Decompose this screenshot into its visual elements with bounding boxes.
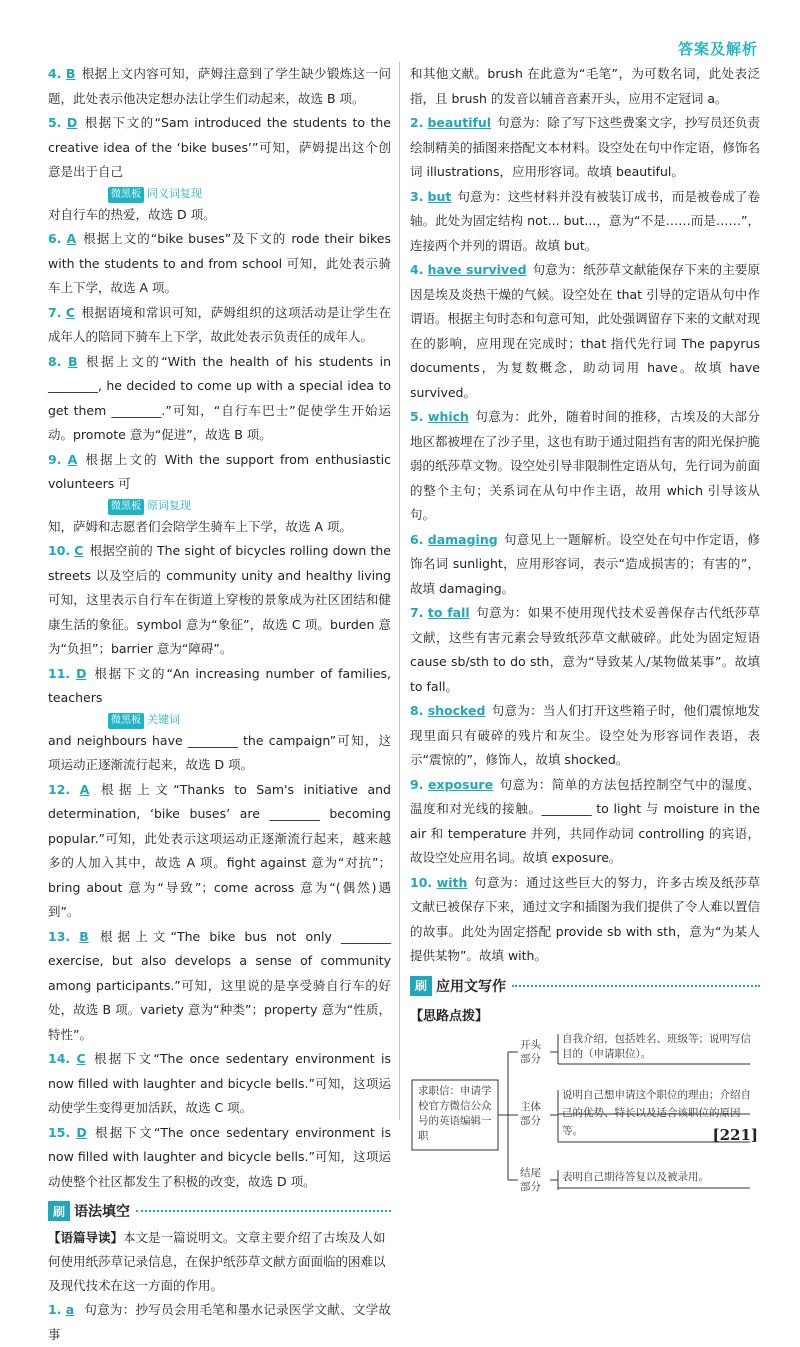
answer-item (48, 925, 391, 1048)
answer-item (48, 448, 391, 540)
answer-item (410, 62, 760, 111)
item-number: 5. (48, 115, 62, 130)
answer-item (410, 405, 760, 528)
item-number: 4. (410, 262, 424, 277)
answer-item (48, 1047, 391, 1121)
guide-text: 本文是一篇说明文。文章主要介绍了古埃及人如何使用纸莎草记录信息，在保护纸莎草文献方面面临的困难以及现代技术在这一方面的作用。 (48, 1230, 386, 1293)
answer-item (410, 185, 760, 259)
left-answer-list (48, 62, 391, 1194)
item-number: 6. (410, 531, 424, 547)
item-answer: A (67, 451, 78, 467)
item-text: 句意为：这些材料并没有被装订成书，而是被卷成了卷轴。此处为固定结构 not... but...，意为“不是……而是……”，连接两个并列的谓语。故填 but。 (410, 188, 760, 253)
item-number: 6. (48, 231, 62, 246)
right-answer-list (410, 62, 760, 969)
answer-item (48, 1121, 391, 1195)
branch-label-2: 主体部分 (520, 1100, 541, 1127)
item-answer: D (76, 665, 87, 681)
answer-item (410, 258, 760, 405)
right-column (410, 62, 761, 1193)
item-answer: B (67, 353, 78, 369)
item-number: 9. (48, 451, 62, 467)
column-divider (399, 62, 400, 1120)
item-answer: D (66, 115, 78, 130)
mind-map (410, 1030, 760, 1193)
answer-item (410, 871, 760, 969)
item-number: 15. (48, 1124, 71, 1140)
branch-content-3: 表明自己期待答复以及被录用。 (562, 1170, 709, 1183)
item-number: 5. (410, 409, 424, 424)
answer-item (410, 601, 760, 699)
brush-icon: 刷 (410, 976, 432, 996)
item-text: 根据空前的 The sight of bicycles rolling down the streets 以及空后的 community unity and healthy living 可知，这里表示自行车在街道上穿梭的景象成为社区团结和健康生活的象征。symbol 意为“象征”，故选 C 项。burden 意为“负担”；barrier 意为“障碍”。 (48, 543, 391, 656)
item-answer: have survived (427, 262, 527, 277)
item-number: 10. (48, 543, 71, 558)
item-number: 9. (410, 776, 424, 792)
item-text: 根据下文的“Sam introduced the students to the creative idea of the ‘bike buses’”可知，萨姆提出这个创意是出于自己 (48, 115, 391, 179)
item-text: 句意为：简单的方法包括控制空气中的湿度、温度和对光线的接触。________ to light 与 moisture in the air 和 temperature 并列，共同作动词 controlling 的宾语，故设空处应用名词。故填 exposure。 (410, 776, 760, 865)
item-number: 8. (48, 353, 62, 369)
item-number: 13. (48, 928, 71, 944)
item-answer: beautiful (427, 115, 492, 130)
tip-label: 原词复现 (147, 498, 191, 512)
brush-icon: 刷 (48, 1201, 70, 1221)
item-answer: with (436, 874, 468, 890)
tip-badge: 微黑板 (108, 713, 144, 729)
item-number: 4. (48, 66, 62, 81)
section-dots (512, 985, 760, 987)
answer-item (48, 539, 391, 662)
item-answer: C (65, 304, 76, 320)
item-number: 8. (410, 703, 424, 718)
item-answer: but (427, 188, 452, 204)
item-text: 根据上文的 With the support from enthusiastic volunteers 可 (48, 451, 391, 491)
item-text: 句意为：纸莎草文献能保存下来的主要原因是埃及炎热干燥的气候。设空处在 that 引导的定语从句中作谓语。根据主句时态和句意可知，此处强调留存下来的文献对现在的影响，应用现在完成时；that 指代先行词 The papyrus documents，为复数概念，助动词用 have。故填 have survived。 (410, 262, 761, 400)
item-number: 7. (48, 304, 62, 320)
item-number: 12. (48, 781, 71, 797)
answer-item (410, 528, 760, 602)
header-title: 答案及解析 (677, 40, 758, 58)
item-answer: B (79, 928, 89, 944)
grammar-section-header (48, 1200, 391, 1222)
writing-section-title: 应用文写作 (436, 978, 506, 995)
item-answer: A (66, 231, 77, 246)
page-number: [221] (712, 1126, 758, 1144)
tip-badge: 微黑板 (108, 499, 144, 515)
item-number: 2. (410, 115, 424, 130)
item-answer: C (74, 543, 84, 558)
item-number: 1. (48, 1302, 62, 1317)
item-text: 根据上文内容可知，萨姆注意到了学生缺少锻炼这一问题，此处表示他决定想办法让学生们动起来，故选 B 项。 (48, 66, 391, 106)
branch-label-1: 开头部分 (520, 1038, 541, 1065)
item-text-continued: and neighbours have ________ the campaign”可知，这项运动正逐渐流行起来，故选 D 项。 (48, 732, 391, 772)
item-answer: shocked (427, 703, 486, 718)
item-text: 根据上文“Thanks to Sam's initiative and determination, ‘bike buses’ are ________ becoming popular.”可知，此处表示这项运动正逐渐流行起来，越来越多的人加入其中，故选 A 项。fight against 意为“对抗”；bring about 意为“导致”；come across 意为“(偶然)遇到”。 (48, 781, 391, 919)
item-text: 句意为：除了写下这些费案文字，抄写员还负责绘制精美的插图来搭配文本材料。设空处在句中作定语，修饰名词 illustrations，应用形容词。故填 beautiful。 (410, 115, 761, 179)
item-answer: D (76, 1124, 87, 1140)
tip-badge: 微黑板 (108, 187, 144, 203)
answer-item (410, 773, 760, 871)
guide-label: 【语篇导读】 (48, 1230, 124, 1245)
answer-item (48, 301, 391, 350)
idea-label: 【思路点拨】 (410, 1008, 489, 1024)
tip-label: 同义词复现 (147, 186, 202, 200)
answer-item (48, 111, 391, 227)
section-dots (136, 1210, 391, 1212)
reading-guide (48, 1226, 391, 1298)
item-text: 句意为：如果不使用现代技术妥善保存古代纸莎草文献，这些有害元素会导致纸莎草文献破碎。此处为固定短语 cause sb/sth to do sth，意为“导致某人/某物做某事”。故填 to fall。 (410, 605, 760, 694)
item-answer: which (427, 409, 469, 424)
answer-item (48, 662, 391, 778)
item-text: 句意为：抄写员会用毛笔和墨水记录医学文献、文学故事 (48, 1302, 391, 1342)
item-text: 根据语境和常识可知，萨姆组织的这项活动是让学生在成年人的陪同下骑车上下学，故此处表示负责任的成年人。 (48, 304, 391, 344)
item-number: 10. (410, 874, 433, 890)
branch-content-1: 自我介绍，包括姓名、班级等；说明写信目的（申请职位）。 (562, 1032, 751, 1060)
grammar-section-title: 语法填空 (74, 1204, 130, 1220)
page-header (0, 0, 800, 60)
item-number: 7. (410, 605, 424, 620)
item-text: 根据上文“The bike bus not only ________ exercise, but also develops a sense of community among participants.”可知，这里说的是享受骑自行车的好处，故选 B 项。variety 意为“种类”；property 意为“性质，特性”。 (48, 928, 391, 1042)
item-answer: a (65, 1302, 75, 1317)
item-text: 根据下文的“An increasing number of families, teachers (48, 665, 391, 705)
left-column (48, 62, 391, 1347)
branch-label-3: 结尾部分 (520, 1166, 541, 1193)
tip-label: 关键词 (147, 712, 180, 726)
item-answer: C (76, 1051, 86, 1066)
item-text: 根据下文“The once sedentary environment is now filled with laughter and bicycle bells.”可知，这项运动使整个社区都发生了积极的改变，故选 D 项。 (48, 1124, 391, 1189)
item-text: 句意见上一题解析。设空处在句中作定语，修饰名词 sunlight，应用形容词，表示“造成损害的；有害的”，故填 damaging。 (410, 531, 760, 596)
item-text: 和其他文献。brush 在此意为“毛笔”，为可数名词，此处表泛指，且 brush 的发音以辅音音素开头，应用不定冠词 a。 (410, 66, 760, 106)
main-box-text: 求职信：申请学校官方微信公众号的英语编辑一职 (418, 1084, 492, 1142)
item-answer: to fall (427, 605, 470, 620)
answer-item (410, 699, 760, 773)
answer-item (48, 62, 391, 111)
item-text: 根据上文的“bike buses”及下文的 rode their bikes with the students to and from school 可知，此处表示骑车上下学，故选 A 项。 (48, 231, 391, 295)
branch-content-2: 说明自己想申请这个职位的理由；介绍自己的优势、特长以及适合该职位的原因等。 (562, 1088, 751, 1137)
item-answer: exposure (427, 776, 494, 792)
item-answer: A (79, 781, 90, 797)
item-number: 3. (410, 188, 424, 204)
answer-item (48, 350, 391, 448)
item-text: 句意为：此外，随着时间的推移，古埃及的大部分地区都被埋在了沙子里，这也有助于通过阻挡有害的阳光保护脆弱的纸莎草文物。设空处引导非限制性定语从句，先行词为前面的整个主句；关系词在从句中作主语，故用 which 引导该从句。 (410, 409, 761, 522)
answer-item (410, 111, 760, 185)
item-text-continued: 知，萨姆和志愿者们会陪学生骑车上下学，故选 A 项。 (48, 518, 352, 534)
item-text: 句意为：当人们打开这些箱子时，他们震惊地发现里面只有破碎的残片和灰尘。设空处为形容词作表语，表示“震惊的”，修饰人，故填 shocked。 (410, 703, 760, 767)
writing-section-header (410, 975, 760, 997)
item-answer: damaging (427, 531, 498, 547)
grammar-item-1 (48, 1298, 391, 1347)
item-text: 根据上文的“With the health of his students in ________, he decided to come up with a special idea to get them ________.”可知，“自行车巴士”促使学生开始运动。promote 意为“促进”，故选 B 项。 (48, 353, 391, 442)
item-text-continued: 对自行车的热爱，故选 D 项。 (48, 206, 216, 222)
answer-item (48, 227, 391, 301)
item-text: 根据下文“The once sedentary environment is now filled with laughter and bicycle bells.”可知，这项运动使学生变得更加活跃，故选 C 项。 (48, 1051, 391, 1115)
item-number: 11. (48, 665, 71, 681)
item-text: 句意为：通过这些巨大的努力，许多古埃及纸莎草文献已被保存下来，通过文字和插图为我们提供了令人难以置信的故事。此处为固定搭配 provide sb with sth，意为“为某人提供某物”。故填 with。 (410, 874, 761, 963)
answer-item (48, 778, 391, 925)
item-answer: B (65, 66, 76, 81)
item-number: 14. (48, 1051, 71, 1066)
